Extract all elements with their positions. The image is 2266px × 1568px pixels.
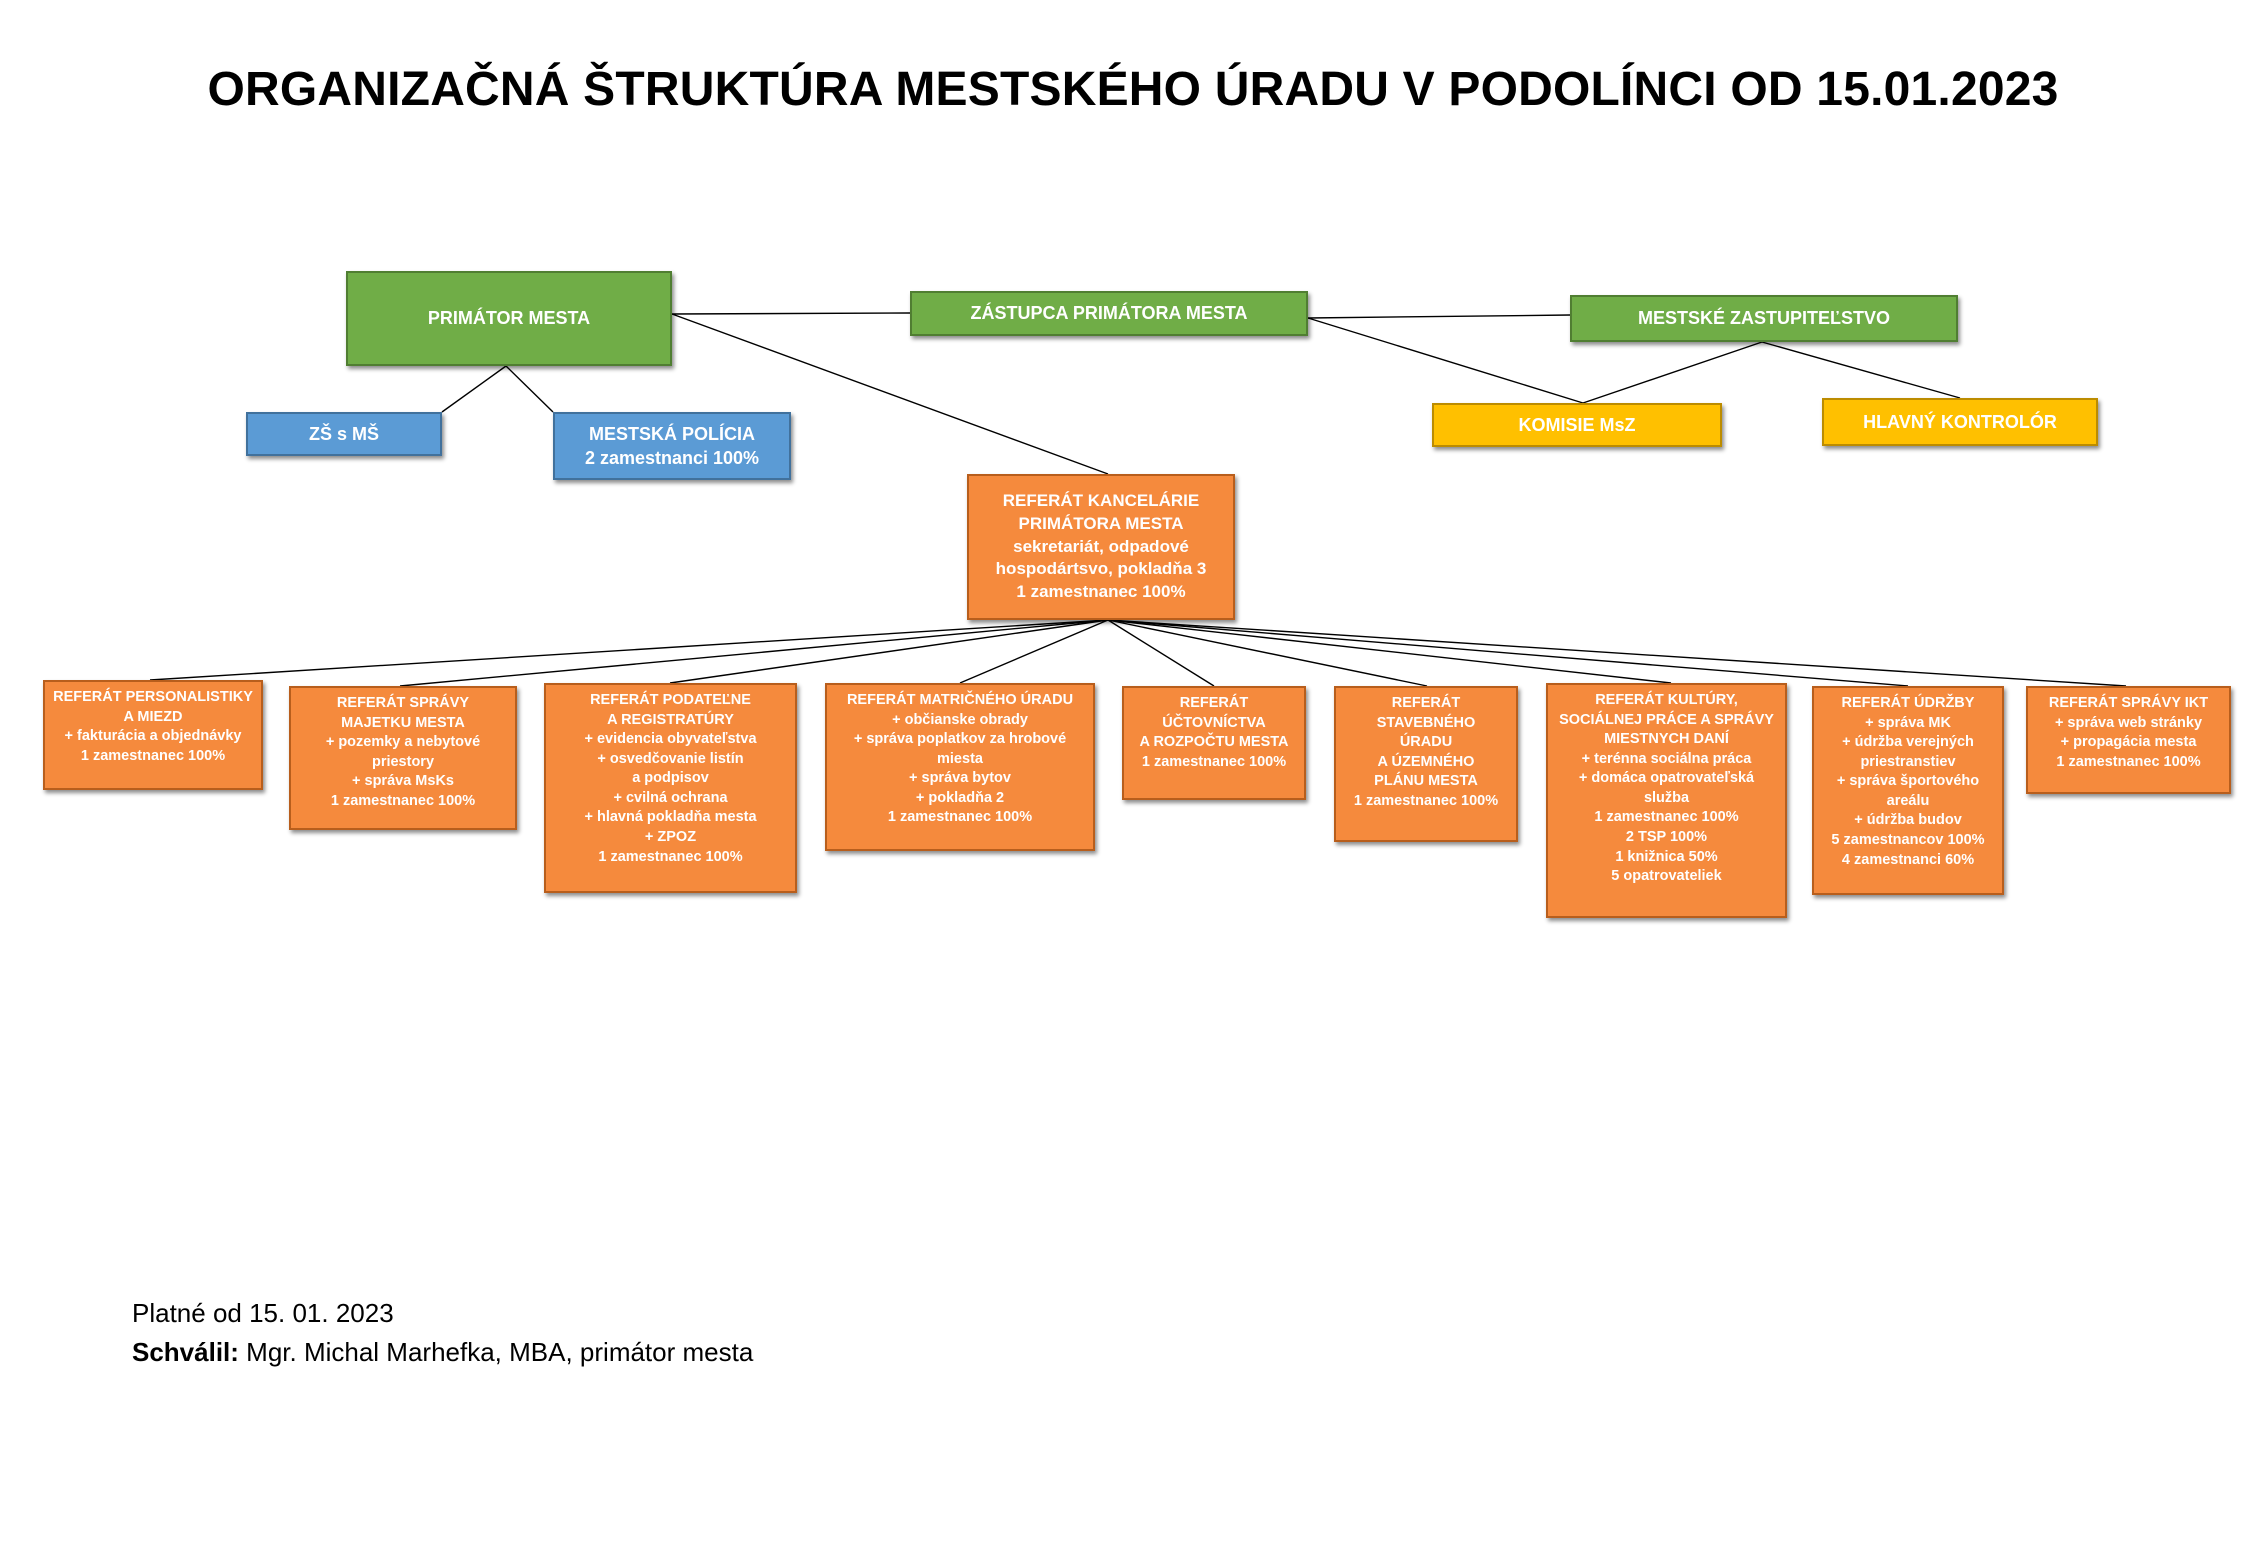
box-text-line: + evidencia obyvateľstva [584, 731, 757, 748]
box-text-line: REFERÁT SPRÁVY [336, 695, 470, 711]
box-text-line: + správa web stránky [2054, 714, 2203, 731]
box-text-line: priestory [371, 753, 435, 770]
box-text-line: ZŠ s MŠ [308, 423, 379, 444]
box-hlavny-kontrolor [1822, 398, 2098, 446]
box-text-line: + správa športového [1836, 773, 1980, 790]
box-text-line: 5 zamestnancov 100% [1831, 831, 1985, 848]
box-primator-mesta [346, 271, 672, 366]
box-text-line: + údržba budov [1854, 812, 1962, 829]
box-text-line: PRIMÁTOR MESTA [427, 308, 591, 329]
box-text-line: REFERÁT PODATEĽNE [590, 692, 751, 708]
footer-approved-label: Schválil: [132, 1337, 239, 1367]
box-referat-spravy-ikt [2026, 686, 2231, 794]
box-text-line: SOCIÁLNEJ PRÁCE A SPRÁVY [1559, 711, 1774, 728]
box-referat-uctovnictva [1122, 686, 1306, 800]
box-text-line: A MIEZD [123, 708, 183, 725]
box-text-line: + správa MsKs [352, 773, 454, 790]
box-text-line: REFERÁT MATRIČNÉHO ÚRADU [846, 692, 1074, 708]
box-text-line: REFERÁT SPRÁVY IKT [2048, 695, 2209, 711]
box-text-line: 1 zamestnanec 100% [330, 792, 476, 809]
footer-approved-value: Mgr. Michal Marhefka, MBA, primátor mesta [238, 1337, 754, 1367]
footer [132, 1294, 753, 1372]
box-text-line: HLAVNÝ KONTROLÓR [1863, 411, 2057, 432]
box-referat-kancelarie [967, 474, 1235, 620]
box-text-line: ZÁSTUPCA PRIMÁTORA MESTA [970, 303, 1248, 324]
box-text-line: hospodártsvo, pokladňa 3 [995, 559, 1207, 579]
box-text-line: 4 zamestnanci 60% [1841, 851, 1975, 868]
box-text-line: REFERÁT ÚDRŽBY [1841, 695, 1975, 711]
box-text-line: A REGISTRATÚRY [607, 711, 734, 728]
box-text-line: 1 zamestnanec 100% [1141, 753, 1287, 770]
box-mestske-zastupitelstvo [1570, 295, 1958, 342]
box-text-line: + terénna sociálna práca [1581, 750, 1752, 767]
box-referat-spravy-majetku [289, 686, 517, 830]
box-mestska-policia [553, 412, 791, 480]
box-text-line: + správa MK [1865, 714, 1951, 731]
box-text-line: 1 knižnica 50% [1615, 848, 1718, 865]
box-text-line: 2 TSP 100% [1625, 828, 1708, 845]
box-text-line: MAJETKU MESTA [341, 714, 465, 731]
box-text-line: + pozemky a nebytové [325, 734, 481, 751]
box-text-line: + pokladňa 2 [915, 789, 1005, 806]
box-text-line: 5 opatrovateliek [1611, 868, 1722, 885]
box-text-line: + cvilná ochrana [613, 789, 728, 806]
box-text-line: REFERÁT KULTÚRY, [1595, 692, 1738, 708]
box-text-line: + údržba verejných [1842, 734, 1974, 751]
box-text-line: služba [1643, 789, 1690, 806]
box-text-line: 1 zamestnanec 100% [1594, 809, 1739, 826]
box-referat-personalistiky [43, 680, 263, 790]
box-text-line: + správa poplatkov za hrobové [853, 731, 1067, 748]
box-zastupca-primatora [910, 291, 1308, 336]
box-text-line: 1 zamestnanec 100% [598, 848, 743, 865]
box-text-line: + domáca opatrovateľská [1578, 770, 1755, 787]
box-text-line: 1 zamestnanec 100% [80, 747, 226, 764]
box-text-line: REFERÁT [1179, 695, 1249, 711]
box-text-line: areálu [1886, 792, 1930, 809]
box-text-line: a podpisov [632, 770, 709, 787]
box-text-line: REFERÁT [1391, 695, 1461, 711]
footer-valid-date: Platné od 15. 01. 2023 [132, 1298, 394, 1328]
box-text-line: MESTSKÁ POLÍCIA [588, 423, 755, 444]
footer-approved [132, 1333, 753, 1372]
page-title: ORGANIZAČNÁ ŠTRUKTÚRA MESTSKÉHO ÚRADU V PODOLÍNCI OD 15.01.2023 [207, 63, 2059, 116]
box-text-line: REFERÁT KANCELÁRIE [1002, 490, 1200, 510]
box-text-line: + osvedčovanie listín [597, 750, 744, 767]
box-text-line: MESTSKÉ ZASTUPITEĽSTVO [1637, 308, 1891, 329]
box-referat-stavebneho-uradu [1334, 686, 1518, 842]
box-komisie-msz [1432, 403, 1722, 447]
box-text-line: 1 zamestnanec 100% [1353, 792, 1499, 809]
box-text-line: REFERÁT PERSONALISTIKY [53, 689, 253, 705]
box-text-line: + ZPOZ [644, 828, 697, 845]
box-text-line: ÚČTOVNÍCTVA [1162, 714, 1266, 731]
box-text-line: sekretariát, odpadové [1013, 536, 1189, 556]
box-text-line: STAVEBNÉHO [1376, 714, 1476, 731]
box-text-line: A ÚZEMNÉHO [1377, 753, 1475, 770]
box-text-line: MIESTNYCH DANÍ [1604, 731, 1729, 748]
box-text-line: 2 zamestnanci 100% [584, 448, 760, 468]
box-referat-udrzby [1812, 686, 2004, 895]
box-text-line: 1 zamestnanec 100% [887, 809, 1033, 826]
box-text-line: + propagácia mesta [2060, 734, 2197, 751]
box-text-line: 1 zamestnanec 100% [1016, 582, 1186, 602]
box-text-line: PLÁNU MESTA [1374, 773, 1478, 790]
box-text-line: KOMISIE MsZ [1518, 414, 1636, 435]
box-text-line: + správa bytov [909, 770, 1011, 787]
box-text-line: priestranstiev [1860, 753, 1956, 770]
box-text-line: ÚRADU [1399, 734, 1453, 751]
box-referat-kultury [1546, 683, 1787, 918]
box-text-line: PRIMÁTORA MESTA [1018, 513, 1184, 533]
box-text-line: miesta [937, 750, 983, 767]
box-referat-matricneho-uradu [825, 683, 1095, 851]
box-referat-podatelne [544, 683, 797, 893]
box-text-line: + občianske obrady [892, 711, 1028, 728]
box-text-line: + hlavná pokladňa mesta [584, 809, 757, 826]
box-zs-ms [246, 412, 442, 456]
box-text-line: 1 zamestnanec 100% [2056, 753, 2201, 770]
box-text-line: A ROZPOČTU MESTA [1139, 734, 1289, 751]
box-text-line: + fakturácia a objednávky [64, 728, 242, 745]
